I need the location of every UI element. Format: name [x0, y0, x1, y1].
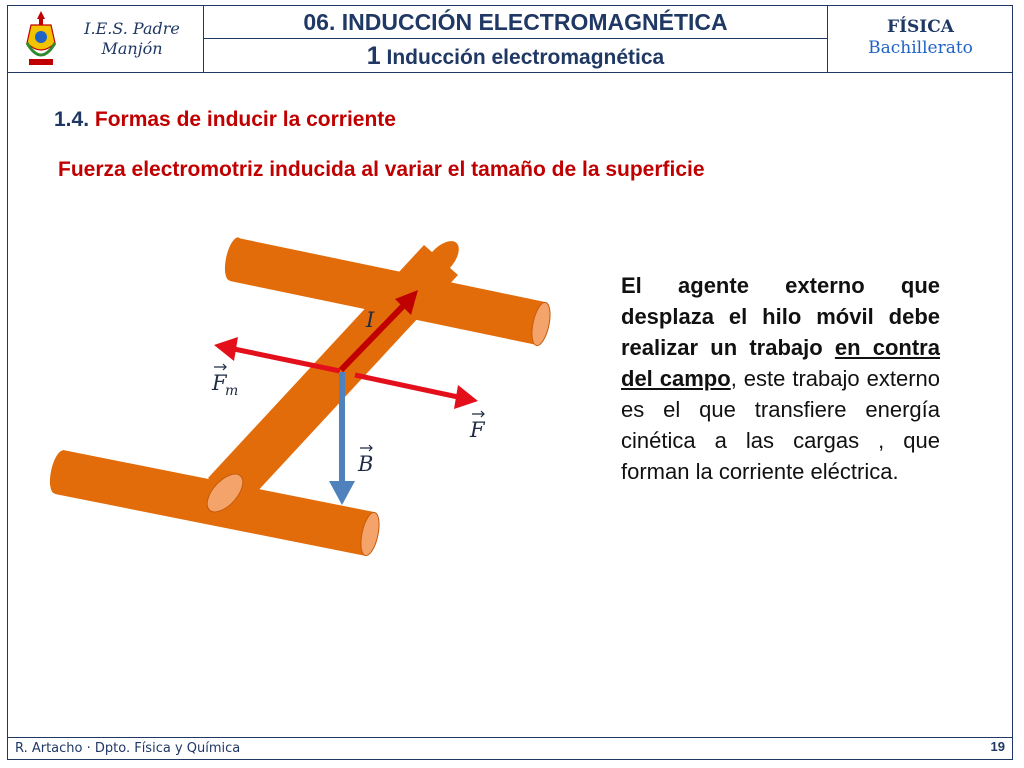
external-force-label — [469, 411, 486, 442]
magnetic-force-label — [211, 364, 238, 399]
field-label — [357, 445, 373, 476]
explanation-paragraph — [621, 270, 940, 487]
paragraph-underlined-part: en contra del campo — [621, 335, 940, 391]
current-label: I — [366, 308, 375, 332]
external-force-arrow — [355, 375, 478, 409]
heading-text: Formas de inducir la corriente — [94, 108, 396, 131]
induction-diagram — [48, 225, 568, 565]
magnetic-force-arrow — [214, 337, 340, 371]
fm-subscript: m — [225, 383, 239, 399]
school-logo — [21, 9, 61, 69]
footer-author: R. Artacho · Dpto. Física y Química — [15, 741, 241, 756]
page-number: 19 — [990, 739, 1005, 754]
unit-title: 06. INDUCCIÓN ELECTROMAGNÉTICA — [204, 5, 827, 39]
slide-footer — [7, 737, 1013, 760]
school-logo-cell — [7, 5, 204, 72]
subject-label: FÍSICA — [887, 17, 954, 37]
section-title — [204, 39, 827, 72]
content-subheading: Fuerza electromotriz inducida al variar el tamaño de la superficie — [58, 158, 705, 181]
section-title-text: Inducción electromagnética — [386, 46, 665, 69]
level-label: Bachillerato — [868, 38, 973, 58]
fm-letter: F — [212, 371, 227, 395]
paragraph-bold-part: El agente externo que desplaza el hilo móvil debe realizar un trabajo — [621, 273, 940, 360]
section-number: 1 — [366, 42, 381, 70]
title-cell — [204, 5, 827, 72]
f-letter: F — [470, 418, 485, 442]
subject-cell — [827, 5, 1013, 72]
b-letter: B — [358, 452, 374, 476]
school-name: I.E.S. Padre Manjón — [84, 19, 180, 58]
slide-header — [7, 5, 1013, 73]
paragraph-rest: , este trabajo externo es el que transfiere energía cinética a las cargas , que forman la corriente eléctrica. — [621, 366, 940, 484]
heading-number: 1.4. — [54, 108, 90, 131]
content-heading — [54, 108, 396, 132]
